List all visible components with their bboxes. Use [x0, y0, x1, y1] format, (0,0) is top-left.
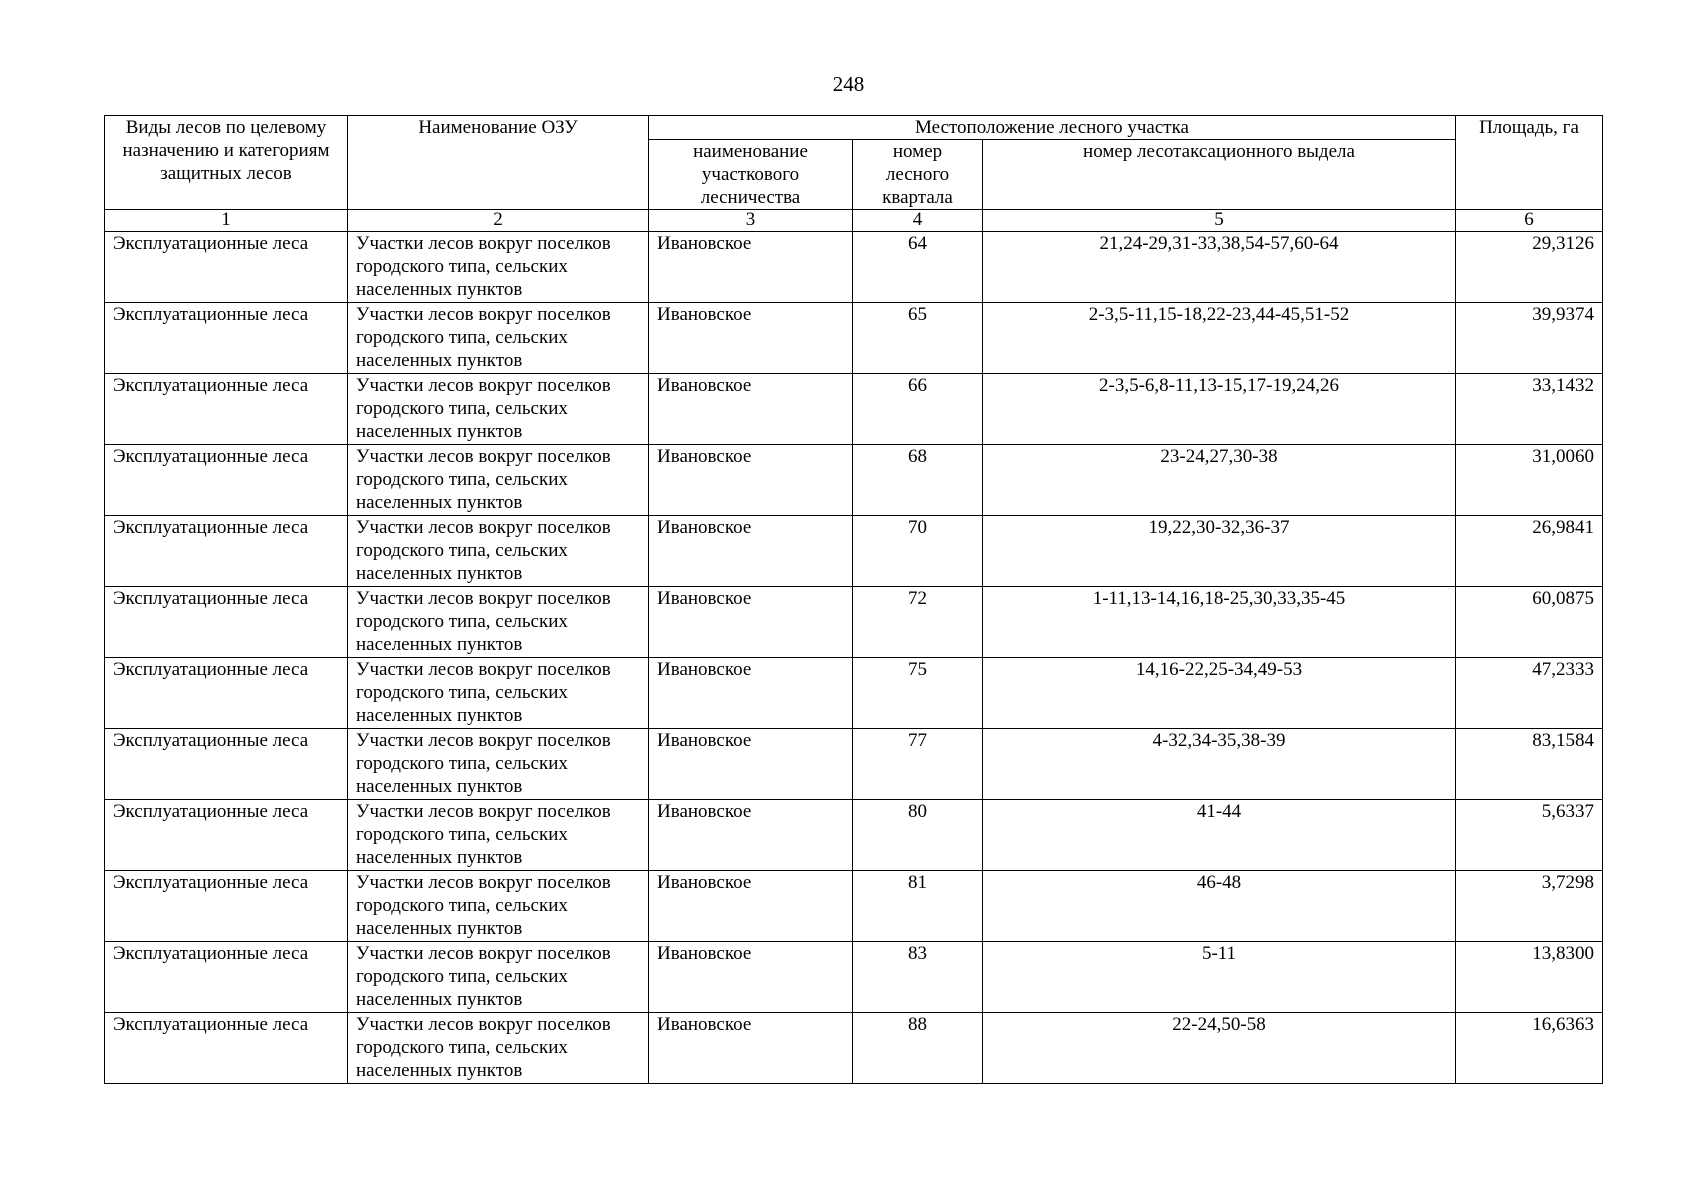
cell-plot-numbers: 19,22,30-32,36-37 — [983, 516, 1456, 587]
cell-area: 16,6363 — [1456, 1013, 1603, 1084]
cell-plot-numbers: 41-44 — [983, 800, 1456, 871]
column-number: 1 — [105, 210, 348, 232]
table-row — [105, 374, 1603, 445]
cell-forest-kind: Эксплуатационные леса — [105, 374, 348, 445]
cell-area: 33,1432 — [1456, 374, 1603, 445]
cell-plot-numbers: 46-48 — [983, 871, 1456, 942]
table-row — [105, 232, 1603, 303]
cell-ozu-name: Участки лесов вокруг поселков городского типа, сельских населенных пунктов — [348, 445, 649, 516]
cell-quarter-number: 64 — [853, 232, 983, 303]
header-area: Площадь, га — [1456, 116, 1603, 210]
cell-ozu-name: Участки лесов вокруг поселков городского типа, сельских населенных пунктов — [348, 374, 649, 445]
cell-ozu-name: Участки лесов вокруг поселков городского типа, сельских населенных пунктов — [348, 800, 649, 871]
cell-area: 60,0875 — [1456, 587, 1603, 658]
cell-plot-numbers: 5-11 — [983, 942, 1456, 1013]
cell-quarter-number: 68 — [853, 445, 983, 516]
cell-forestry: Ивановское — [649, 232, 853, 303]
cell-plot-numbers: 1-11,13-14,16,18-25,30,33,35-45 — [983, 587, 1456, 658]
cell-quarter-number: 70 — [853, 516, 983, 587]
cell-forestry: Ивановское — [649, 800, 853, 871]
cell-area: 3,7298 — [1456, 871, 1603, 942]
cell-forestry: Ивановское — [649, 942, 853, 1013]
header-plots: номер лесотаксационного выдела — [983, 140, 1456, 210]
cell-forest-kind: Эксплуатационные леса — [105, 445, 348, 516]
cell-area: 26,9841 — [1456, 516, 1603, 587]
cell-forest-kind: Эксплуатационные леса — [105, 729, 348, 800]
cell-forest-kind: Эксплуатационные леса — [105, 516, 348, 587]
cell-quarter-number: 83 — [853, 942, 983, 1013]
header-quarter: номер лесного квартала — [853, 140, 983, 210]
table-row — [105, 445, 1603, 516]
table-row — [105, 587, 1603, 658]
table-row — [105, 303, 1603, 374]
table-row — [105, 658, 1603, 729]
cell-plot-numbers: 2-3,5-6,8-11,13-15,17-19,24,26 — [983, 374, 1456, 445]
cell-forest-kind: Эксплуатационные леса — [105, 1013, 348, 1084]
header-row-main — [105, 116, 1603, 140]
cell-plot-numbers: 23-24,27,30-38 — [983, 445, 1456, 516]
cell-area: 83,1584 — [1456, 729, 1603, 800]
header-ozu-name: Наименование ОЗУ — [348, 116, 649, 210]
page-number: 248 — [832, 72, 865, 96]
cell-forest-kind: Эксплуатационные леса — [105, 303, 348, 374]
cell-quarter-number: 80 — [853, 800, 983, 871]
cell-forestry: Ивановское — [649, 374, 853, 445]
column-number: 4 — [853, 210, 983, 232]
cell-quarter-number: 77 — [853, 729, 983, 800]
cell-forestry: Ивановское — [649, 658, 853, 729]
cell-plot-numbers: 4-32,34-35,38-39 — [983, 729, 1456, 800]
cell-ozu-name: Участки лесов вокруг поселков городского типа, сельских населенных пунктов — [348, 232, 649, 303]
cell-ozu-name: Участки лесов вокруг поселков городского типа, сельских населенных пунктов — [348, 587, 649, 658]
cell-area: 29,3126 — [1456, 232, 1603, 303]
cell-forestry: Ивановское — [649, 871, 853, 942]
column-number: 5 — [983, 210, 1456, 232]
forest-plots-table — [104, 115, 1603, 1084]
table-row — [105, 729, 1603, 800]
cell-forest-kind: Эксплуатационные леса — [105, 871, 348, 942]
cell-forest-kind: Эксплуатационные леса — [105, 232, 348, 303]
cell-ozu-name: Участки лесов вокруг поселков городского типа, сельских населенных пунктов — [348, 658, 649, 729]
cell-quarter-number: 81 — [853, 871, 983, 942]
cell-forestry: Ивановское — [649, 303, 853, 374]
cell-quarter-number: 75 — [853, 658, 983, 729]
column-number-row — [105, 210, 1603, 232]
cell-forestry: Ивановское — [649, 587, 853, 658]
cell-quarter-number: 72 — [853, 587, 983, 658]
header-kind: Виды лесов по целевому назначению и категориям защитных лесов — [105, 116, 348, 210]
cell-forestry: Ивановское — [649, 1013, 853, 1084]
header-location-group: Местоположение лесного участка — [649, 116, 1456, 140]
cell-forestry: Ивановское — [649, 516, 853, 587]
table-row — [105, 516, 1603, 587]
cell-plot-numbers: 14,16-22,25-34,49-53 — [983, 658, 1456, 729]
cell-forestry: Ивановское — [649, 445, 853, 516]
cell-area: 31,0060 — [1456, 445, 1603, 516]
cell-ozu-name: Участки лесов вокруг поселков городского типа, сельских населенных пунктов — [348, 871, 649, 942]
cell-area: 47,2333 — [1456, 658, 1603, 729]
cell-area: 13,8300 — [1456, 942, 1603, 1013]
column-number: 3 — [649, 210, 853, 232]
cell-ozu-name: Участки лесов вокруг поселков городского типа, сельских населенных пунктов — [348, 1013, 649, 1084]
cell-plot-numbers: 21,24-29,31-33,38,54-57,60-64 — [983, 232, 1456, 303]
cell-plot-numbers: 22-24,50-58 — [983, 1013, 1456, 1084]
cell-forest-kind: Эксплуатационные леса — [105, 942, 348, 1013]
table-row — [105, 942, 1603, 1013]
cell-quarter-number: 65 — [853, 303, 983, 374]
table-row — [105, 871, 1603, 942]
cell-forest-kind: Эксплуатационные леса — [105, 587, 348, 658]
table-row — [105, 800, 1603, 871]
cell-plot-numbers: 2-3,5-11,15-18,22-23,44-45,51-52 — [983, 303, 1456, 374]
cell-area: 39,9374 — [1456, 303, 1603, 374]
cell-forestry: Ивановское — [649, 729, 853, 800]
cell-forest-kind: Эксплуатационные леса — [105, 800, 348, 871]
cell-quarter-number: 66 — [853, 374, 983, 445]
cell-forest-kind: Эксплуатационные леса — [105, 658, 348, 729]
column-number: 2 — [348, 210, 649, 232]
cell-ozu-name: Участки лесов вокруг поселков городского типа, сельских населенных пунктов — [348, 942, 649, 1013]
cell-quarter-number: 88 — [853, 1013, 983, 1084]
cell-ozu-name: Участки лесов вокруг поселков городского типа, сельских населенных пунктов — [348, 303, 649, 374]
column-number: 6 — [1456, 210, 1603, 232]
header-forestry: наименование участкового лесничества — [649, 140, 853, 210]
cell-ozu-name: Участки лесов вокруг поселков городского типа, сельских населенных пунктов — [348, 729, 649, 800]
table-row — [105, 1013, 1603, 1084]
cell-ozu-name: Участки лесов вокруг поселков городского типа, сельских населенных пунктов — [348, 516, 649, 587]
cell-area: 5,6337 — [1456, 800, 1603, 871]
